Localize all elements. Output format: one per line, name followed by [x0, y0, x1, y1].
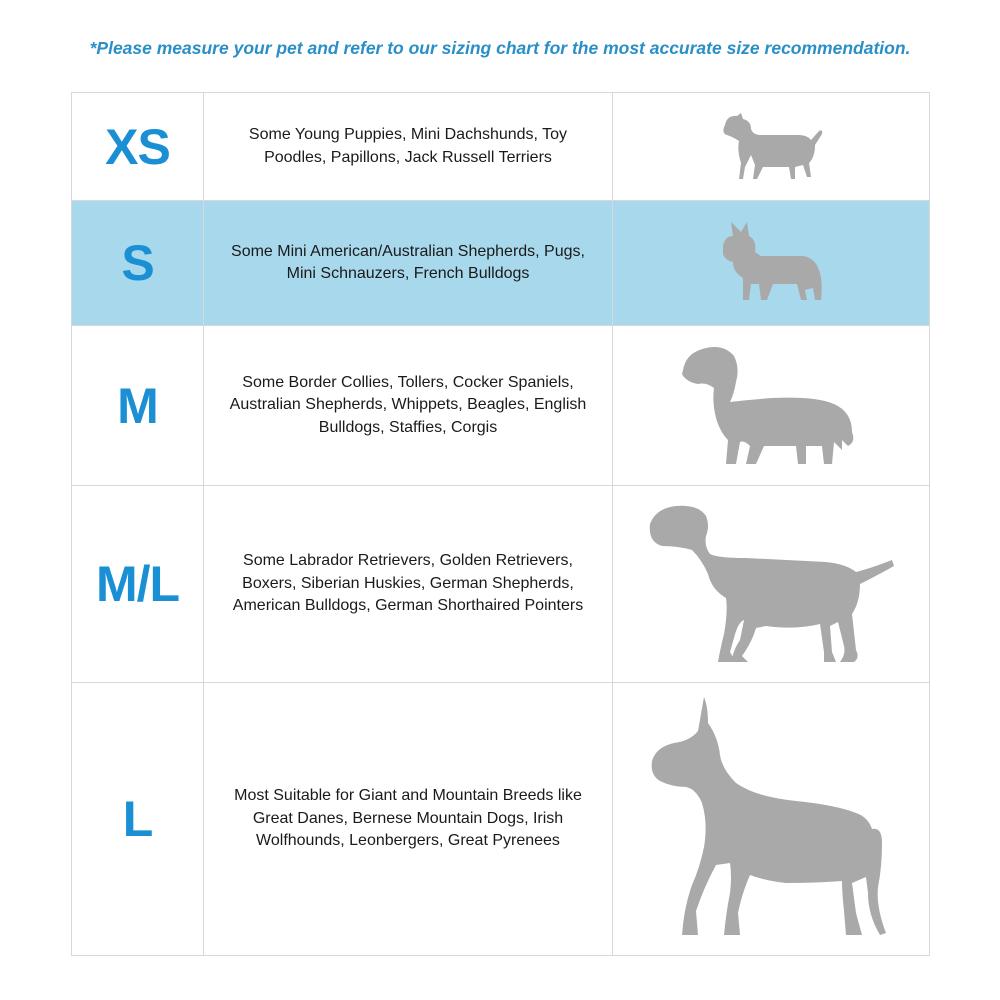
- size-row-s: [72, 201, 930, 326]
- breed-list: Some Young Puppies, Mini Dachshunds, Toy Poodles, Papillons, Jack Russell Terriers: [204, 93, 613, 201]
- size-row-l: [72, 683, 930, 956]
- size-label: M/L: [72, 486, 204, 683]
- size-row-m: [72, 326, 930, 486]
- great-dane-icon: [646, 697, 896, 942]
- breed-list: Most Suitable for Giant and Mountain Breeds like Great Danes, Bernese Mountain Dogs, Irish Wolfhounds, Leonbergers, Great Pyrenees: [204, 683, 613, 956]
- size-row-xs: [72, 93, 930, 201]
- sizing-note: *Please measure your pet and refer to our sizing chart for the most accurate size recommendation.: [89, 38, 911, 58]
- size-label: XS: [72, 93, 204, 201]
- french-bulldog-icon: [711, 218, 831, 308]
- breed-list: Some Labrador Retrievers, Golden Retrievers, Boxers, Siberian Huskies, German Shepherds, American Bulldogs, German Shorthaired Pointers: [204, 486, 613, 683]
- breed-list: Some Mini American/Australian Shepherds, Pugs, Mini Schnauzers, French Bulldogs: [204, 201, 613, 326]
- size-label: S: [72, 201, 204, 326]
- size-label: L: [72, 683, 204, 956]
- breed-list: Some Border Collies, Tollers, Cocker Spaniels, Australian Shepherds, Whippets, Beagles, English Bulldogs, Staffies, Corgis: [204, 326, 613, 486]
- size-row-ml: [72, 486, 930, 683]
- size-label: M: [72, 326, 204, 486]
- small-dog-icon: [711, 107, 831, 187]
- spaniel-icon: [676, 342, 866, 470]
- labrador-icon: [646, 502, 896, 667]
- size-chart-table: [71, 92, 930, 956]
